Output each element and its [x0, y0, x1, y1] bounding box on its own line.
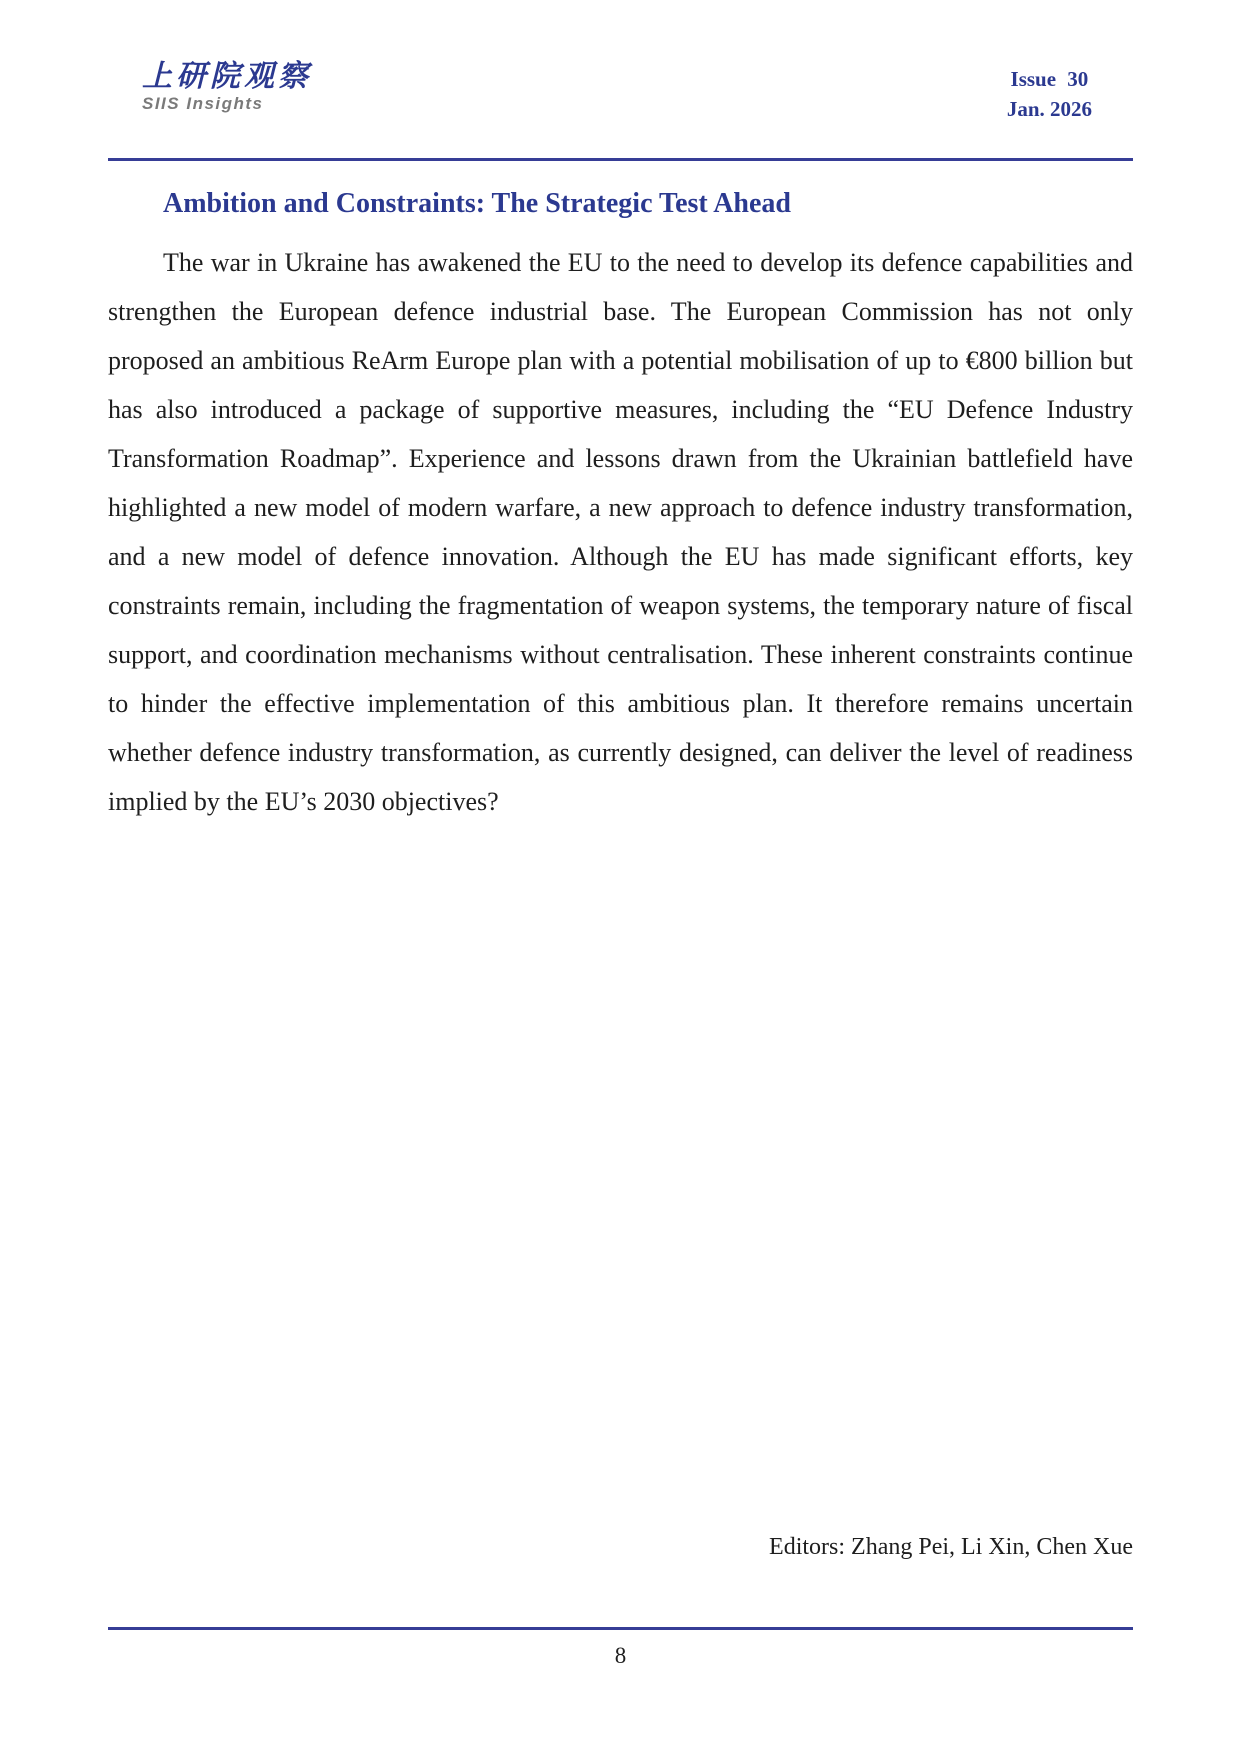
body-paragraph: The war in Ukraine has awakened the EU to the need to develop its defence capabilities and strengthen the European defence industrial base. The European Commission has not only proposed an ambitious ReArm Europe plan with a potential mobilisation of up to €800 billion but has also introduced a package of supportive measures, including the “EU Defence Industry Transformation Roadmap”. Experience and lessons drawn from the Ukrainian battlefield have highlighted a new model of modern warfare, a new approach to defence industry transformation, and a new model of defence innovation. Although the EU has made significant efforts, key constraints remain, including the fragmentation of weapon systems, the temporary nature of fiscal support, and coordination mechanisms without centralisation. These inherent constraints continue to hinder the effective implementation of this ambitious plan. It therefore remains uncertain whether defence industry transformation, as currently designed, can deliver the level of readiness implied by the EU’s 2030 objectives?: [108, 248, 1133, 816]
page-number: 8: [614, 1643, 627, 1668]
logo-subtitle: SIIS Insights: [142, 94, 264, 113]
siis-logo: [142, 60, 312, 114]
article-body: [108, 186, 1133, 826]
logo-chinese-title: 上研院观察: [142, 59, 312, 94]
footer-rule: [108, 1627, 1133, 1630]
issue-date: Jan. 2026: [1006, 97, 1092, 121]
editors-line: Editors: Zhang Pei, Li Xin, Chen Xue: [769, 1534, 1133, 1560]
issue-info: [1007, 64, 1092, 124]
section-heading: Ambition and Constraints: The Strategic Test Ahead: [163, 188, 792, 219]
header-rule: [108, 158, 1133, 161]
issue-number: Issue 30: [1010, 67, 1089, 91]
